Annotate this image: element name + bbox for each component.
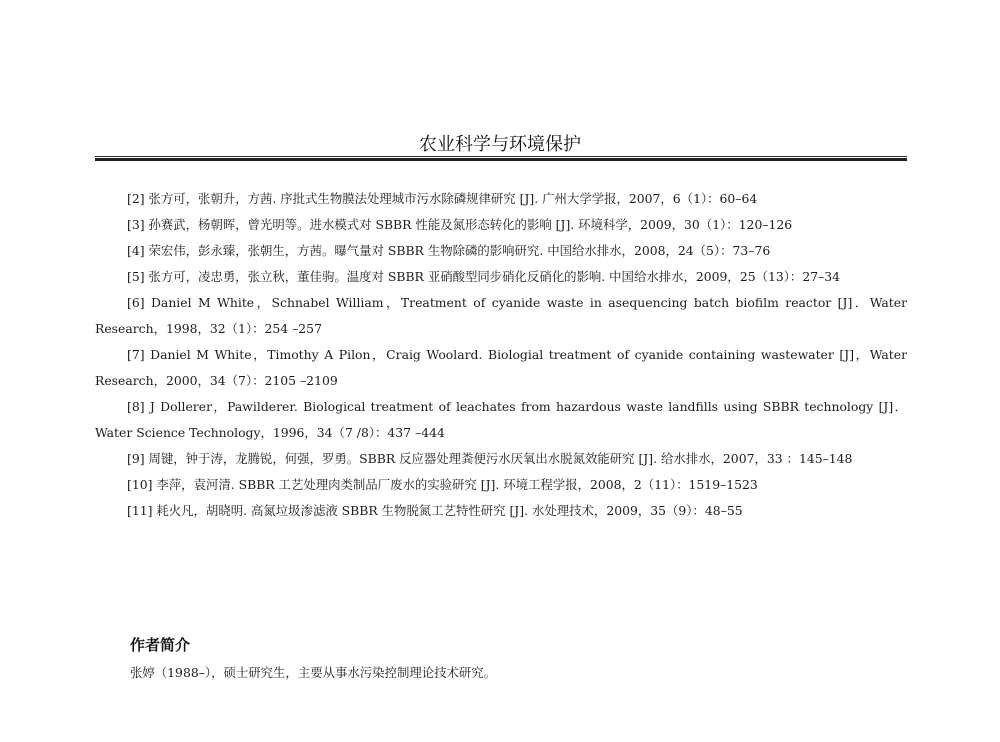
header-rule-thick (95, 158, 907, 161)
reference-item-4: [4] 荣宏伟，彭永臻，张朝生，方茜。曝气量对 SBBR 生物除磷的影响研究. 中国给水排水，2008，24（5）：73–76 (127, 243, 771, 258)
reference-item-2: [2] 张方可，张朝升，方茜. 序批式生物膜法处理城市污水除磷规律研究 [J]. 广州大学学报，2007，6（1）：60–64 (127, 191, 758, 206)
reference-item-3: [3] 孙赛武，杨朝晖，曾光明等。进水模式对 SBBR 性能及氮形态转化的影响 [J]. 环境科学，2009，30（1）：120–126 (127, 217, 793, 232)
author-intro-heading: 作者简介 (130, 636, 191, 654)
reference-item-5: [5] 张方可，凌忠勇，张立秋，董佳驹。温度对 SBBR 亚硝酸型同步硝化反硝化的影响. 中国给水排水，2009，25（13）：27–34 (127, 269, 841, 284)
reference-item-6: [6] Daniel M White，Schnabel William，Treatment of cyanide waste in asequencing batch biofilm reactor [J]．Water Research，1998，32（1）：254 –257 (95, 295, 907, 336)
header-rule-thin (95, 156, 907, 157)
reference-item-8: [8] J Dollerer，Pawilderer. Biological treatment of leachates from hazardous waste landfills using SBBR technology [J]．Water Science Technology，1996，34（7 /8）：437 –444 (95, 399, 907, 440)
author-intro-body: 张婷（1988–），硕士研究生，主要从事水污染控制理论技术研究。 (130, 665, 497, 680)
reference-item-10: [10] 李萍，袁河清. SBBR 工艺处理肉类制品厂废水的实验研究 [J]. 环境工程学报，2008，2（11）：1519–1523 (127, 477, 758, 492)
reference-item-11: [11] 耗火凡，胡晓明. 高氮垃圾渗滤液 SBBR 生物脱氮工艺特性研究 [J]. 水处理技术，2009，35（9）：48–55 (127, 503, 743, 518)
journal-header-title: 农业科学与环境保护 (419, 134, 581, 155)
reference-list (95, 186, 907, 524)
reference-item-9: [9] 周键，钟于涛，龙腾锐，何强，罗勇。SBBR 反应器处理粪便污水厌氧出水脱氮效能研究 [J]. 给水排水，2007，33 ：145–148 (127, 451, 853, 466)
reference-item-7: [7] Daniel M White，Timothy A Pilon，Craig Woolard. Biologial treatment of cyanide containing wastewater [J]，Water Research，2000，34（7）：2105 –2109 (95, 347, 907, 388)
